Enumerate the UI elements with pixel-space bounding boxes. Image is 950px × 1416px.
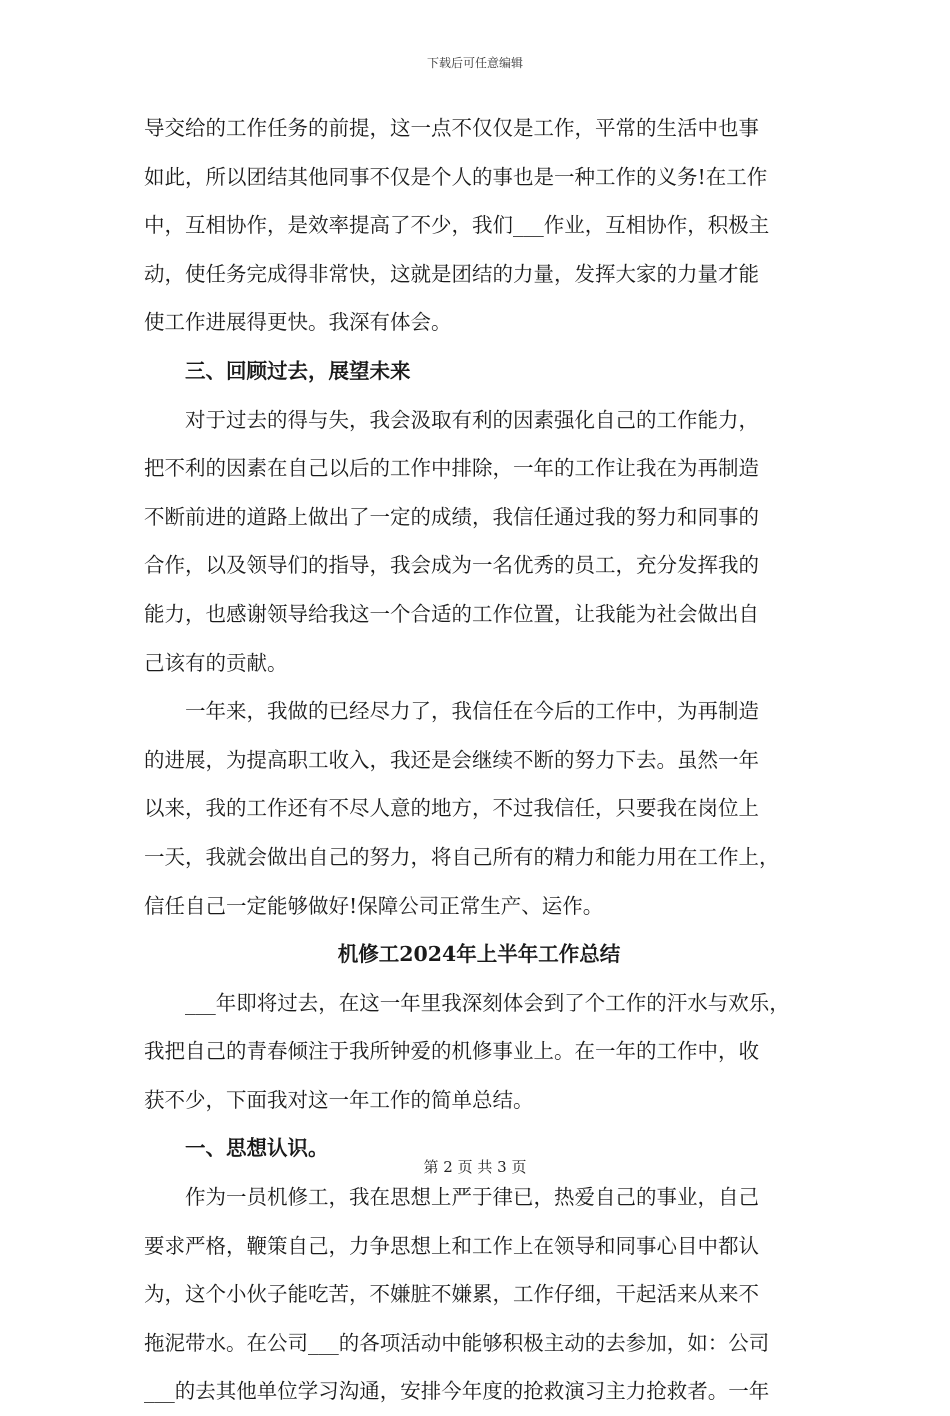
body-line: 获不少，下面我对这一年工作的简单总结。 xyxy=(144,1087,534,1112)
body-line: 我把自己的青春倾注于我所钟爱的机修事业上。在一年的工作中，收 xyxy=(144,1039,759,1064)
body-line: 导交给的工作任务的前提，这一点不仅仅是工作，平常的生活中也事 xyxy=(144,116,759,140)
page-footer: 第 2 页 共 3 页 xyxy=(423,1158,527,1176)
body-line: 不断前进的道路上做出了一定的成绩，我信任通过我的努力和同事的 xyxy=(144,504,759,529)
body-line: 己该有的贡献。 xyxy=(144,650,288,675)
body-line: 的进展，为提高职工收入，我还是会继续不断的努力下去。虽然一年 xyxy=(144,747,759,772)
document-title: 机修工2024年上半年工作总结 xyxy=(337,942,621,967)
paragraph-start: 对于过去的得与失，我会汲取有利的因素强化自己的工作能力， xyxy=(185,407,759,432)
body-line: 能力，也感谢领导给我这一个合适的工作位置，让我能为社会做出自 xyxy=(144,601,759,626)
body-line: 中，互相协作，是效率提高了不少，我们___作业，互相协作，积极主 xyxy=(144,213,770,238)
body-line: 拖泥带水。在公司___的各项活动中能够积极主动的去参加，如：公司 xyxy=(144,1330,770,1355)
body-line: 合作，以及领导们的指导，我会成为一名优秀的员工，充分发挥我的 xyxy=(144,553,759,578)
body-line: 一天，我就会做出自己的努力，将自己所有的精力和能力用在工作上， xyxy=(144,844,780,869)
body-line: 如此，所以团结其他同事不仅是个人的事也是一种工作的义务!在工作 xyxy=(144,164,768,189)
section-heading-review: 三、回顾过去，展望未来 xyxy=(185,358,411,383)
body-line: 为，这个小伙子能吃苦，不嫌脏不嫌累，工作仔细，干起活来从来不 xyxy=(144,1282,759,1307)
body-line: 把不利的因素在自己以后的工作中排除，一年的工作让我在为再制造 xyxy=(144,456,759,481)
body-line: 要求严格，鞭策自己，力争思想上和工作上在领导和同事心目中都认 xyxy=(144,1233,759,1258)
body-line: ___的去其他单位学习沟通，安排今年度的抢救演习主力抢救者。一年 xyxy=(144,1379,770,1404)
body-line: 使工作进展得更快。我深有体会。 xyxy=(144,310,452,335)
body-line: 以来，我的工作还有不尽人意的地方，不过我信任，只要我在岗位上 xyxy=(144,796,759,821)
section-heading-thinking: 一、思想认识。 xyxy=(185,1136,329,1161)
body-line: 信任自己一定能够做好!保障公司正常生产、运作。 xyxy=(144,893,604,918)
body-line: 动，使任务完成得非常快，这就是团结的力量，发挥大家的力量才能 xyxy=(144,261,759,286)
document-body xyxy=(144,104,814,1416)
page-header: 下载后可任意编辑 xyxy=(426,56,523,70)
paragraph-start: 一年来，我做的已经尽力了，我信任在今后的工作中，为再制造 xyxy=(185,699,759,724)
paragraph-start: ___年即将过去，在这一年里我深刻体会到了个工作的汗水与欢乐， xyxy=(185,990,790,1015)
paragraph-start: 作为一员机修工，我在思想上严于律已，热爱自己的事业，自己 xyxy=(185,1185,759,1210)
